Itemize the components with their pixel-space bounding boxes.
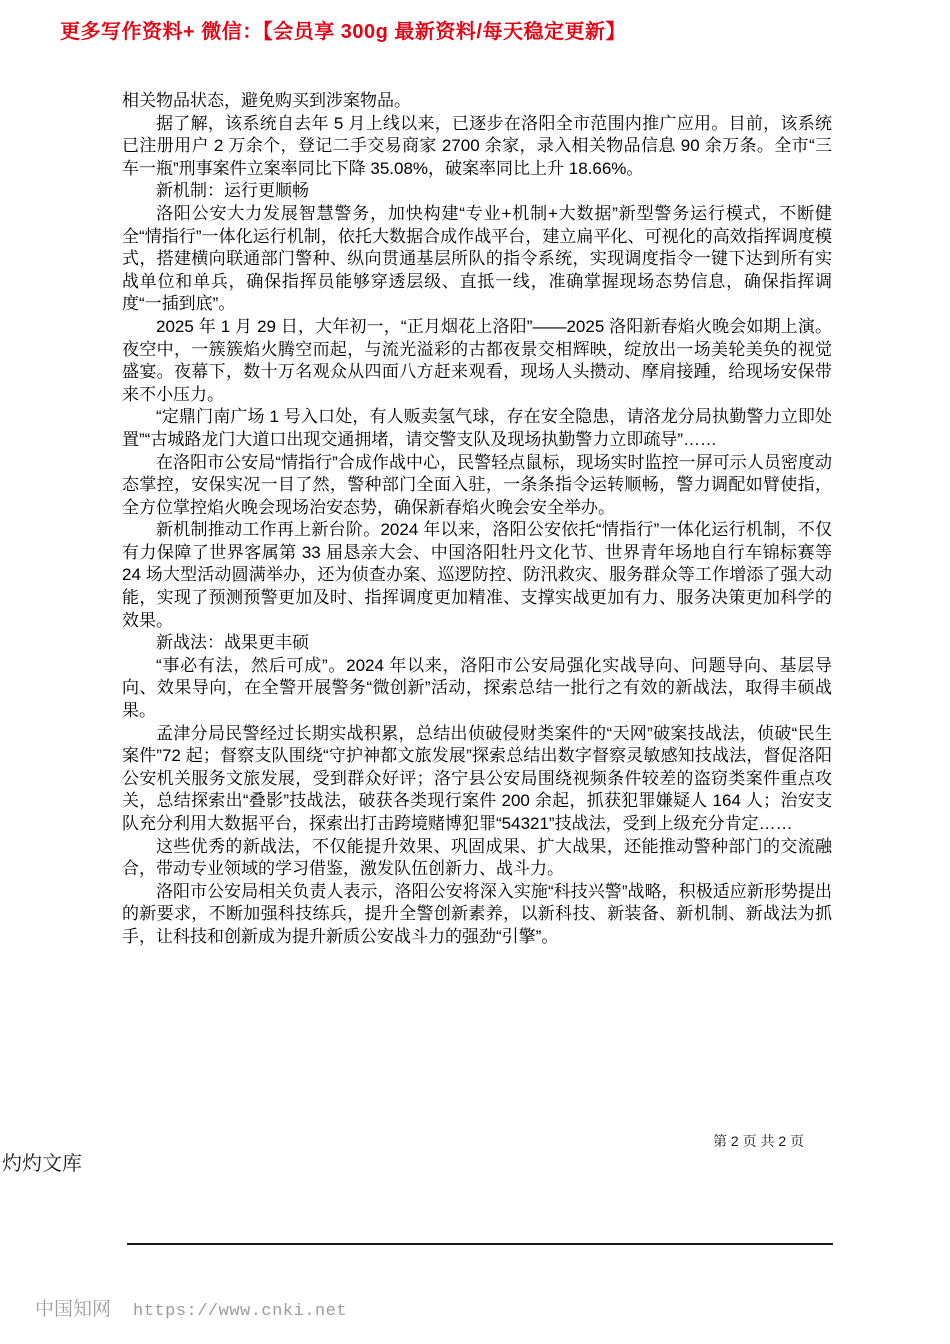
- paragraph: 孟津分局民警经过长期实战积累，总结出侦破侵财类案件的“天网”破案技战法，侦破“民生案件”72 起；督察支队围绕“守护神都文旅发展”探索总结出数字督察灵敏感知技战法，督促洛阳公安机关服务文旅发展，受到群众好评；洛宁县公安局围绕视频条件较差的盗窃类案件重点攻关，总结探索出“叠影”技战法，破获各类现行案件 200 余起，抓获犯罪嫌疑人 164 人；治安支队充分利用大数据平台，探索出打击跨境赌博犯罪“54321”技战法，受到上级充分肯定……: [122, 723, 832, 833]
- section-heading: 新机制：运行更顺畅: [156, 181, 309, 201]
- page-number-indicator: 第 2 页 共 2 页: [713, 1133, 805, 1149]
- paragraph: 相关物品状态，避免购买到涉案物品。: [122, 91, 411, 110]
- footer-divider-line: [127, 1243, 833, 1245]
- library-watermark: 灼灼文库: [2, 1153, 82, 1175]
- cnki-site-name: 中国知网: [35, 1299, 112, 1320]
- paragraph: 新机制推动工作再上新台阶。2024 年以来，洛阳公安依托“情指行”一体化运行机制，不仅有力保障了世界客属第 33 届恳亲大会、中国洛阳牡丹文化节、世界青年场地自行车锦标赛等 24 场大型活动圆满举办，还为侦查办案、巡逻防控、防汛救灾、服务群众等工作增添了强大动能，实现了预测预警更加及时、指挥调度更加精准、支撑实战更加有力、服务决策更加科学的效果。: [122, 520, 832, 630]
- paragraph: 这些优秀的新战法，不仅能提升效果、巩固成果、扩大战果，还能推动警种部门的交流融合，带动专业领域的学习借鉴，激发队伍创新力、战斗力。: [122, 836, 832, 879]
- document-body: [122, 90, 832, 949]
- paragraph: “定鼎门南广场 1 号入口处，有人贩卖氢气球，存在安全隐患，请洛龙分局执勤警力立即处置”“古城路龙门大道口出现交通拥堵，请交警支队及现场执勤警力立即疏导”……: [122, 407, 832, 449]
- paragraph: 在洛阳市公安局“情指行”合成作战中心，民警轻点鼠标，现场实时监控一屏可示人员密度动态掌控，安保实况一目了然，警种部门全面入驻，一条条指令运转顺畅，警力调配如臂使指，全方位掌控焰火晚会现场治安态势，确保新春焰火晚会安全举办。: [122, 452, 832, 517]
- paragraph: 2025 年 1 月 29 日，大年初一，“正月烟花上洛阳”——2025 洛阳新春焰火晚会如期上演。夜空中，一簇簇焰火腾空而起，与流光溢彩的古都夜景交相辉映，绽放出一场美轮美奂的视觉盛宴。夜幕下，数十万名观众从四面八方赶来观看，现场人头攒动、摩肩接踵，给现场安保带来不小压力。: [122, 316, 832, 404]
- paragraph: 据了解，该系统自去年 5 月上线以来，已逐步在洛阳全市范围内推广应用。目前，该系统已注册用户 2 万余个，登记二手交易商家 2700 余家，录入相关物品信息 90 余万条。全市“三车一瓶”刑事案件立案率同比下降 35.08%，破案率同比上升 18.66%。: [122, 113, 832, 178]
- cnki-site-url: https://www.cnki.net: [133, 1302, 348, 1321]
- section-heading: 新战法：战果更丰硕: [156, 633, 309, 653]
- paragraph: “事必有法，然后可成”。2024 年以来，洛阳市公安局强化实战导向、问题导向、基层导向、效果导向，在全警开展警务“微创新”活动，探索总结一批行之有效的新战法，取得丰硕战果。: [122, 655, 832, 721]
- cnki-footer: [35, 1294, 347, 1321]
- paragraph: 洛阳公安大力发展智慧警务，加快构建“专业+机制+大数据”新型警务运行模式，不断健全“情指行”一体化运行机制，依托大数据合成作战平台，建立扁平化、可视化的高效指挥调度模式，搭建横向联通部门警种、纵向贯通基层所队的指令系统，实现调度指令一键下达到所有实战单位和单兵，确保指挥员能够穿透层级、直抵一线，准确掌握现场态势信息，确保指挥调度“一插到底”。: [122, 203, 832, 314]
- promo-banner-text: 更多写作资料+ 微信：【会员享 300g 最新资料/每天稳定更新】: [60, 21, 626, 43]
- paragraph: 洛阳市公安局相关负责人表示，洛阳公安将深入实施“科技兴警”战略，积极适应新形势提出的新要求，不断加强科技练兵，提升全警创新素养，以新科技、新装备、新机制、新战法为抓手，让科技和创新成为提升新质公安战斗力的强劲“引擎”。: [122, 881, 832, 946]
